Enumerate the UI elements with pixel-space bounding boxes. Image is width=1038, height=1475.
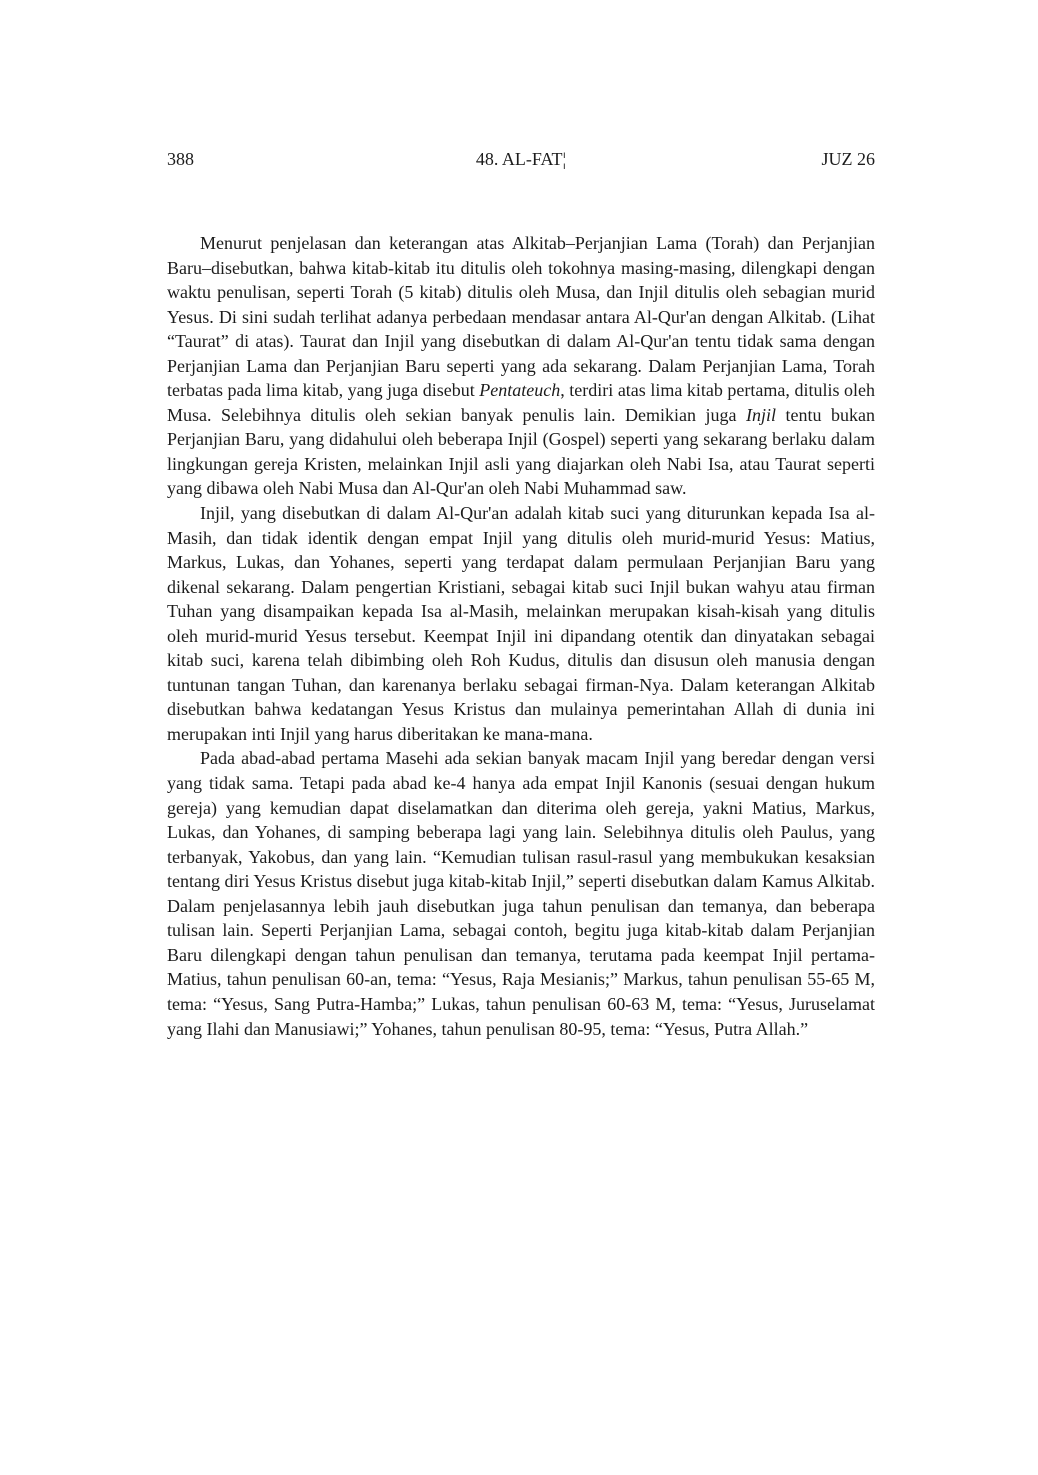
page-number: 388 (167, 149, 194, 169)
italic-text-run: Pentateuch (479, 380, 561, 401)
text-run: , terdiri atas lima kitab pertama, ditulis oleh Musa. Selebihnya ditulis oleh sekian banyak penulis lain. Demikian juga (167, 380, 875, 425)
page-header (167, 148, 875, 170)
text-run: tentu bukan Perjanjian Baru, yang didahului oleh beberapa Injil (Gospel) seperti yang sekarang berlaku dalam lingkungan gereja Kristen, melainkan Injil asli yang diajarkan oleh Nabi Isa, atau Taurat seperti yang dibawa oleh Nabi Musa dan Al-Qur'an oleh Nabi Muhammad saw. (167, 404, 875, 499)
italic-text-run: Injil (746, 404, 776, 425)
paragraph (167, 746, 875, 1041)
paragraph (167, 501, 875, 746)
text-run: Menurut penjelasan dan keterangan atas Alkitab–Perjanjian Lama (Torah) dan Perjanjian Baru–disebutkan, bahwa kitab-kitab itu ditulis oleh tokohnya masing-masing, dilengkapi dengan waktu penulisan, seperti Torah (5 kitab) ditulis oleh Musa, dan Injil ditulis oleh sebagian murid Yesus. Di sini sudah terlihat adanya perbedaan mendasar antara Al-Qur'an dengan Alkitab. (Lihat “Taurat” di atas). Taurat dan Injil yang disebutkan di dalam Al-Qur'an tentu tidak sama dengan Perjanjian Lama dan Perjanjian Baru seperti yang ada sekarang. Dalam Perjanjian Lama, Torah terbatas pada lima kitab, yang juga disebut (167, 233, 875, 401)
text-run: Injil, yang disebutkan di dalam Al-Qur'an adalah kitab suci yang diturunkan kepada Isa al-Masih, dan tidak identik dengan empat Injil yang ditulis oleh murid-murid Yesus: Matius, Markus, Lukas, dan Yohanes, seperti yang terdapat dalam permulaan Perjanjian Baru yang dikenal sekarang. Dalam pengertian Kristiani, sebagai kitab suci Injil bukan wahyu atau firman Tuhan yang disampaikan kepada Isa al-Masih, melainkan merupakan kisah-kisah yang ditulis oleh murid-murid Yesus tersebut. Keempat Injil ini dipandang otentik dan dinyatakan sebagai kitab suci, karena telah dibimbing oleh Roh Kudus, ditulis dan disusun oleh manusia dengan tuntunan tangan Tuhan, dan karenanya berlaku sebagai firman-Nya. Dalam keterangan Alkitab disebutkan bahwa kedatangan Yesus Kristus dan mulainya pemerintahan Allah di dunia ini merupakan inti Injil yang harus diberitakan ke mana-mana. (167, 503, 875, 744)
juz-label: JUZ 26 (821, 149, 875, 169)
body-text (167, 231, 875, 1041)
paragraph (167, 231, 875, 501)
chapter-title: 48. AL-FAT¦ (475, 149, 567, 169)
text-run: Pada abad-abad pertama Masehi ada sekian banyak macam Injil yang beredar dengan versi yang tidak sama. Tetapi pada abad ke-4 hanya ada empat Injil Kanonis (sesuai dengan hukum gereja) yang kemudian dapat diselamatkan dan diterima oleh gereja, yakni Matius, Markus, Lukas, dan Yohanes, di samping beberapa lagi yang lain. Selebihnya ditulis oleh Paulus, yang terbanyak, Yakobus, dan yang lain. “Kemudian tulisan rasul-rasul yang membukukan kesaksian tentang diri Yesus Kristus disebut juga kitab-kitab Injil,” seperti disebutkan dalam Kamus Alkitab. Dalam penjelasannya lebih jauh disebutkan juga tahun penulisan dan temanya, dan beberapa tulisan lain. Seperti Perjanjian Lama, sebagai contoh, begitu juga kitab-kitab dalam Perjanjian Baru dilengkapi dengan tahun penulisan dan temanya, terutama pada keempat Injil pertama-Matius, tahun penulisan 60-an, tema: “Yesus, Raja Mesianis;” Markus, tahun penulisan 55-65 M, tema: “Yesus, Sang Putra-Hamba;” Lukas, tahun penulisan 60-63 M, tema: “Yesus, Juruselamat yang Ilahi dan Manusiawi;” Yohanes, tahun penulisan 80-95, tema: “Yesus, Putra Allah.” (167, 748, 875, 1039)
